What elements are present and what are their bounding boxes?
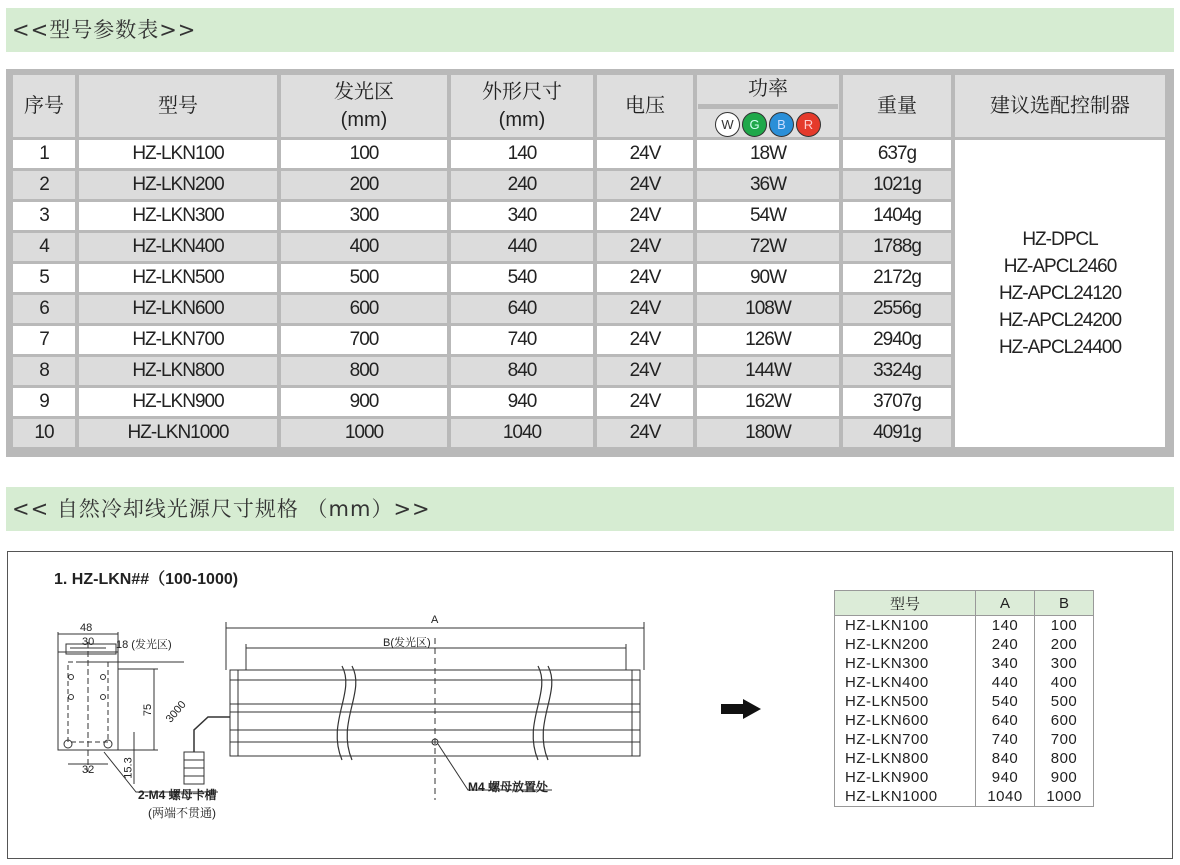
dim-cell-model: HZ-LKN700 — [835, 730, 976, 749]
cell-area: 600 — [281, 295, 447, 323]
dim-cell-model: HZ-LKN1000 — [835, 787, 976, 807]
cell-model: HZ-LKN500 — [79, 264, 277, 292]
power-color-w-icon: W — [715, 112, 740, 137]
cell-power: 36W — [697, 171, 839, 199]
dim-cell-model: HZ-LKN300 — [835, 654, 976, 673]
cell-weight: 1021g — [843, 171, 951, 199]
dim-row — [835, 711, 1094, 730]
cell-area: 900 — [281, 388, 447, 416]
cell-weight: 3324g — [843, 357, 951, 385]
label-dim-18: 18 (发光区) — [116, 639, 172, 651]
header-power-divider — [698, 104, 838, 109]
end-view-screw-2 — [104, 740, 112, 748]
cell-voltage: 24V — [597, 388, 693, 416]
controller-item: HZ-APCL24200 — [998, 310, 1122, 331]
label-nut-slot-note: (两端不贯通) — [148, 806, 216, 820]
cell-weight: 2556g — [843, 295, 951, 323]
label-dim-75: 75 — [142, 703, 155, 717]
label-dim-32: 32 — [82, 764, 95, 776]
power-color-r-icon: R — [796, 112, 821, 137]
cell-voltage: 24V — [597, 295, 693, 323]
dim-cell-model: HZ-LKN500 — [835, 692, 976, 711]
dim-cell-b: 200 — [1035, 635, 1094, 654]
dim-row — [835, 749, 1094, 768]
header-controller: 建议选配控制器 — [955, 75, 1165, 137]
cell-index: 9 — [13, 388, 75, 416]
cell-size: 940 — [451, 388, 593, 416]
cell-area: 700 — [281, 326, 447, 354]
dim-cell-a: 340 — [976, 654, 1035, 673]
cell-index: 1 — [13, 140, 75, 168]
cell-area: 800 — [281, 357, 447, 385]
header-voltage: 电压 — [597, 75, 693, 137]
dim-cell-a: 440 — [976, 673, 1035, 692]
power-color-g-icon: G — [742, 112, 767, 137]
cell-weight: 4091g — [843, 419, 951, 447]
header-power-label: 功率 — [748, 78, 788, 100]
header-outer-size-label: 外形尺寸 — [482, 81, 562, 103]
header-outer-size — [451, 75, 593, 137]
end-view-hole-2 — [101, 675, 106, 680]
cell-size: 1040 — [451, 419, 593, 447]
cell-voltage: 24V — [597, 171, 693, 199]
dim-cell-a: 740 — [976, 730, 1035, 749]
dimension-drawing-panel — [7, 551, 1173, 859]
header-index: 序号 — [13, 75, 75, 137]
cell-power: 90W — [697, 264, 839, 292]
spec-table — [9, 72, 1169, 450]
dim-cell-b: 1000 — [1035, 787, 1094, 807]
cell-weight: 1404g — [843, 202, 951, 230]
cell-index: 10 — [13, 419, 75, 447]
dim-cell-model: HZ-LKN900 — [835, 768, 976, 787]
cell-power: 126W — [697, 326, 839, 354]
cell-weight: 3707g — [843, 388, 951, 416]
cell-size: 540 — [451, 264, 593, 292]
dim-cell-a: 240 — [976, 635, 1035, 654]
dim-row — [835, 616, 1094, 636]
spec-header-row — [13, 75, 1165, 137]
cell-weight: 2940g — [843, 326, 951, 354]
header-model: 型号 — [79, 75, 277, 137]
dim-row — [835, 730, 1094, 749]
header-weight: 重量 — [843, 75, 951, 137]
dim-cell-a: 940 — [976, 768, 1035, 787]
right-arrow-icon — [721, 699, 761, 719]
controller-item: HZ-APCL2460 — [1003, 256, 1117, 277]
dim-header-b: B — [1035, 591, 1094, 616]
cell-model: HZ-LKN900 — [79, 388, 277, 416]
dim-header-row — [835, 591, 1094, 616]
cell-voltage: 24V — [597, 357, 693, 385]
cell-index: 4 — [13, 233, 75, 261]
dim-row — [835, 673, 1094, 692]
cell-area: 300 — [281, 202, 447, 230]
cell-size: 640 — [451, 295, 593, 323]
cell-power: 108W — [697, 295, 839, 323]
label-nut-place: M4 螺母放置处 — [468, 780, 549, 794]
dim-cell-b: 900 — [1035, 768, 1094, 787]
dim-cell-b: 300 — [1035, 654, 1094, 673]
cell-voltage: 24V — [597, 140, 693, 168]
cell-weight: 637g — [843, 140, 951, 168]
end-view-hole-1 — [69, 675, 74, 680]
controller-item: HZ-APCL24400 — [998, 337, 1122, 358]
cell-power: 18W — [697, 140, 839, 168]
dim-cell-b: 800 — [1035, 749, 1094, 768]
dim-cell-model: HZ-LKN400 — [835, 673, 976, 692]
dim-cell-a: 840 — [976, 749, 1035, 768]
header-power — [697, 75, 839, 137]
dim-cell-a: 1040 — [976, 787, 1035, 807]
dim-header-model: 型号 — [835, 591, 976, 616]
cell-weight: 1788g — [843, 233, 951, 261]
cell-model: HZ-LKN600 — [79, 295, 277, 323]
cell-model: HZ-LKN100 — [79, 140, 277, 168]
dim-cell-b: 600 — [1035, 711, 1094, 730]
label-dim-15-3: 15.3 — [122, 757, 135, 779]
cell-voltage: 24V — [597, 264, 693, 292]
cell-power: 54W — [697, 202, 839, 230]
cell-index: 2 — [13, 171, 75, 199]
end-view-hole-3 — [69, 695, 74, 700]
power-color-b-icon: B — [769, 112, 794, 137]
dim-cell-model: HZ-LKN800 — [835, 749, 976, 768]
cell-index: 5 — [13, 264, 75, 292]
header-emitting-area-label: 发光区 — [334, 81, 394, 103]
cell-power: 180W — [697, 419, 839, 447]
label-nut-slot: 2-M4 螺母卡槽 — [138, 788, 217, 802]
cell-index: 6 — [13, 295, 75, 323]
dim-row — [835, 692, 1094, 711]
cell-area: 200 — [281, 171, 447, 199]
power-color-icons — [715, 112, 821, 137]
cell-area: 1000 — [281, 419, 447, 447]
dim-cell-b: 400 — [1035, 673, 1094, 692]
cell-weight: 2172g — [843, 264, 951, 292]
cell-model: HZ-LKN800 — [79, 357, 277, 385]
cell-model: HZ-LKN1000 — [79, 419, 277, 447]
cell-voltage: 24V — [597, 202, 693, 230]
dim-cell-b: 100 — [1035, 616, 1094, 636]
label-dim-3000: 3000 — [163, 698, 189, 726]
dim-cell-model: HZ-LKN200 — [835, 635, 976, 654]
cell-model: HZ-LKN400 — [79, 233, 277, 261]
dim-row — [835, 635, 1094, 654]
cell-index: 3 — [13, 202, 75, 230]
dim-row — [835, 654, 1094, 673]
cell-voltage: 24V — [597, 419, 693, 447]
controller-item: HZ-DPCL — [1022, 229, 1098, 250]
cable — [194, 717, 230, 752]
dim-cell-a: 140 — [976, 616, 1035, 636]
cell-power: 162W — [697, 388, 839, 416]
cell-size: 240 — [451, 171, 593, 199]
cell-voltage: 24V — [597, 233, 693, 261]
cell-size: 840 — [451, 357, 593, 385]
dim-cell-model: HZ-LKN600 — [835, 711, 976, 730]
cell-model: HZ-LKN700 — [79, 326, 277, 354]
header-emitting-area-unit: (mm) — [340, 109, 388, 131]
label-dim-30: 30 — [82, 636, 95, 648]
spec-table-frame — [6, 69, 1174, 457]
dimension-section-title: << 自然冷却线光源尺寸规格 （mm）>> — [6, 487, 1174, 531]
dim-row — [835, 768, 1094, 787]
cell-area: 400 — [281, 233, 447, 261]
dim-cell-b: 500 — [1035, 692, 1094, 711]
header-emitting-area — [281, 75, 447, 137]
cell-voltage: 24V — [597, 326, 693, 354]
table-row — [13, 140, 1165, 168]
controller-item: HZ-APCL24120 — [998, 283, 1122, 304]
cell-index: 7 — [13, 326, 75, 354]
cell-power: 144W — [697, 357, 839, 385]
end-view-hole-4 — [101, 695, 106, 700]
spec-section-title: <<型号参数表>> — [6, 8, 1174, 52]
header-outer-size-unit: (mm) — [498, 109, 546, 131]
label-dim-B: B(发光区) — [383, 637, 431, 649]
dim-header-a: A — [976, 591, 1035, 616]
dim-cell-a: 640 — [976, 711, 1035, 730]
cell-size: 340 — [451, 202, 593, 230]
cell-area: 500 — [281, 264, 447, 292]
dimension-table — [834, 590, 1094, 807]
cell-model: HZ-LKN300 — [79, 202, 277, 230]
label-dim-48: 48 — [80, 622, 93, 634]
cell-size: 740 — [451, 326, 593, 354]
cell-size: 440 — [451, 233, 593, 261]
cell-power: 72W — [697, 233, 839, 261]
cell-size: 140 — [451, 140, 593, 168]
dim-cell-b: 700 — [1035, 730, 1094, 749]
dim-cell-model: HZ-LKN100 — [835, 616, 976, 636]
drawing-title: 1. HZ-LKN##（100-1000) — [54, 571, 239, 588]
cell-controllers — [955, 140, 1165, 447]
cell-model: HZ-LKN200 — [79, 171, 277, 199]
label-dim-A: A — [431, 614, 439, 626]
cell-area: 100 — [281, 140, 447, 168]
dim-row — [835, 787, 1094, 807]
dim-cell-a: 540 — [976, 692, 1035, 711]
cell-index: 8 — [13, 357, 75, 385]
